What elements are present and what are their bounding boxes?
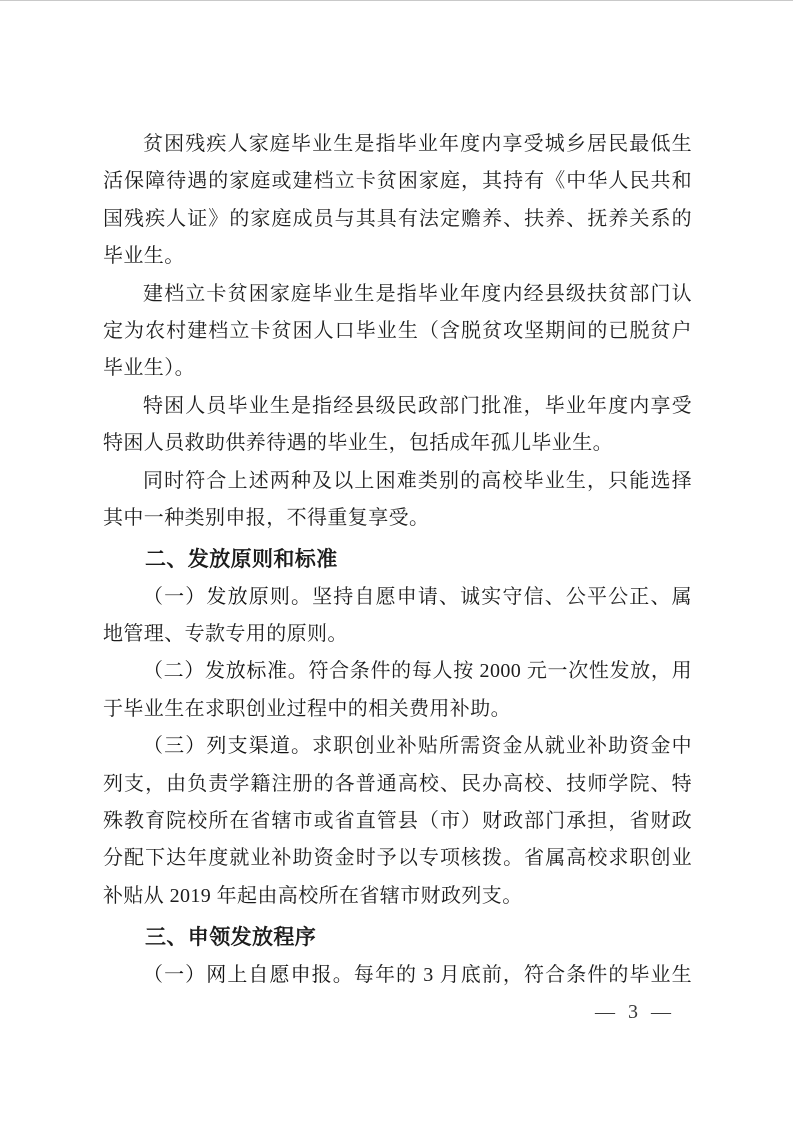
paragraph-line: 国残疾人证》的家庭成员与其具有法定赡养、扶养、抚养关系的 — [103, 207, 692, 230]
paragraph-line: 定为农村建档立卡贫困人口毕业生（含脱贫攻坚期间的已脱贫户 — [103, 319, 692, 342]
section-heading-2: 二、发放原则和标准 — [145, 548, 338, 572]
paragraph-line: 殊教育院校所在省辖市或省直管县（市）财政部门承担，省财政 — [103, 810, 692, 833]
section-heading-3: 三、申领发放程序 — [145, 926, 317, 950]
paragraph-line — [103, 579, 692, 616]
paragraph-line: 贫困残疾人家庭毕业生是指毕业年度内享受城乡居民最低生 — [143, 133, 692, 155]
paragraph-line: 于毕业生在求职创业过程中的相关费用补助。 — [103, 697, 511, 720]
paragraph-line: 活保障待遇的家庭或建档立卡贫困家庭，其持有《中华人民共和 — [103, 170, 692, 193]
paragraph-line: 列支，由负责学籍注册的各普通高校、民办高校、技师学院、特 — [103, 772, 692, 795]
list-item-lead: （一）网上自愿申报。 — [143, 963, 354, 986]
paragraph-line: 特困人员毕业生是指经县级民政部门批准，毕业年度内享受 — [143, 394, 692, 417]
paragraph-text: 符合条件的每人按 2000 元一次性发放，用 — [308, 660, 692, 683]
paragraph-line: 毕业生）。 — [103, 357, 195, 380]
document-body — [103, 126, 692, 994]
paragraph-line: 其中一种类别申报，不得重复享受。 — [103, 506, 430, 529]
paragraph-line: 建档立卡贫困家庭毕业生是指毕业年度内经县级扶贫部门认 — [143, 282, 692, 305]
list-item-lead: （三）列支渠道。 — [143, 735, 313, 758]
paragraph-line: 同时符合上述两种及以上困难类别的高校毕业生，只能选择 — [143, 469, 692, 492]
paragraph-line: 特困人员救助供养待遇的毕业生，包括成年孤儿毕业生。 — [103, 432, 613, 455]
scan-edge-line — [0, 0, 793, 1]
paragraph-line — [103, 728, 692, 765]
paragraph-line: 分配下达年度就业补助资金时予以专项核拨。省属高校求职创业 — [103, 847, 692, 870]
paragraph-text: 求职创业补贴所需资金从就业补助资金中 — [312, 735, 692, 758]
paragraph-line: 地管理、专款专用的原则。 — [103, 623, 348, 646]
paragraph-text: 每年的 3 月底前，符合条件的毕业生 — [353, 963, 692, 986]
paragraph-line: 毕业生。 — [103, 245, 185, 268]
list-item-lead: （一）发放原则。 — [143, 585, 313, 608]
paragraph-line — [103, 957, 692, 994]
list-item-lead: （二）发放标准。 — [143, 660, 309, 683]
paragraph-text: 坚持自愿申请、诚实守信、公平公正、属 — [312, 585, 692, 608]
paragraph-line: 补贴从 2019 年起由高校所在省辖市财政列支。 — [103, 884, 523, 907]
paragraph-line — [103, 653, 692, 690]
page-number: — 3 — — [595, 1001, 672, 1023]
